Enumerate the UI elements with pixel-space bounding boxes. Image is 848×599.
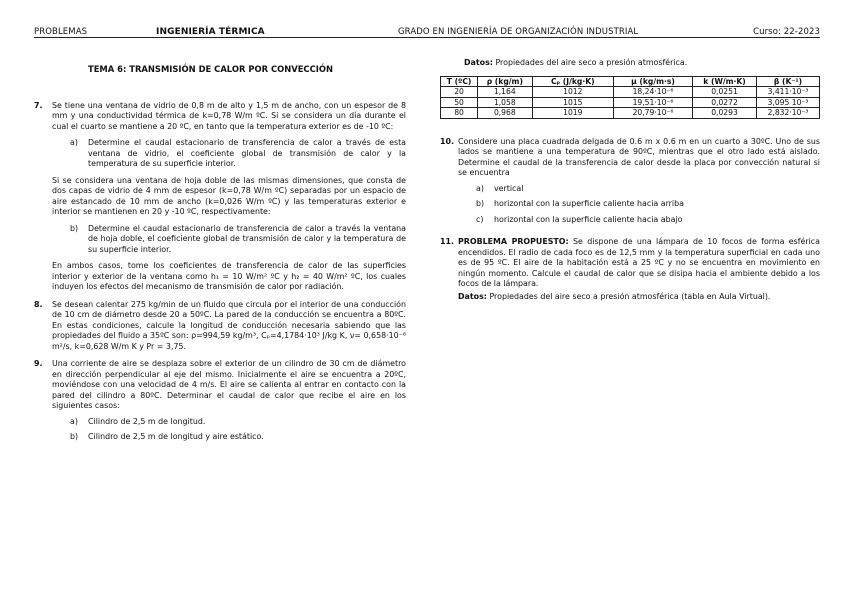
air-properties-table [440, 76, 820, 119]
header-course: PROBLEMAS [34, 27, 88, 37]
part-label: b) [70, 223, 79, 233]
problem-10-part-c [458, 215, 820, 226]
table-cell: 2,832·10⁻³ [757, 108, 820, 119]
data-caption-text: Propiedades del aire seco a presión atmosférica. [495, 58, 688, 67]
part-text: Cilindro de 2,5 m de longitud y aire estático. [88, 432, 264, 441]
problem-7-closing: En ambos casos, tome los coeficientes de transferencia de calor de las superficies interior y exterior de la ventana como h₁ = 10 W/m² ºC y h₂ = 40 W/m² ºC, los cuales induyen los efectos del mecanismo de transmisión de calor por radiación. [52, 261, 406, 291]
problem-9-part-b [52, 432, 406, 443]
table-cell: 1,164 [478, 87, 532, 98]
problem-number: 10. [440, 136, 454, 146]
table-cell: 20,79·10⁻⁶ [614, 108, 693, 119]
problem-8 [34, 300, 406, 353]
data-label: Datos: [464, 58, 493, 67]
part-text: Determine el caudal estacionario de transferencia de calor a través de esta ventana de vidrio, el coeficiente global de transmisión de calor y la temperatura de su superficie interior. [88, 138, 406, 168]
problem-7-part-a [52, 138, 406, 170]
problem-number: 9. [34, 359, 43, 368]
topic-title: TEMA 6: TRANSMISIÓN DE CALOR POR CONVECCIÓN [88, 64, 333, 74]
problem-number: 11. [440, 237, 454, 246]
table-cell: 3,411·10⁻³ [757, 87, 820, 98]
part-text: Cilindro de 2,5 m de longitud. [88, 416, 206, 426]
table-header-cell: ρ (kg/m) [478, 76, 532, 87]
problem-7-part-b [52, 224, 406, 256]
problem-10-parts [458, 184, 820, 226]
table-cell: 0,0293 [693, 108, 757, 119]
data-table-caption [464, 58, 820, 69]
problem-9-parts [52, 417, 406, 443]
problem-7-double-pane: Si se considera una ventana de hoja doble de las mismas dimensiones, que consta de dos capas de vidrio de 4 mm de espesor (k=0,78 W/m ºC) separadas por un espacio de aire estancado de 10 mm de ancho (k=0,026 W/m ºC) y las temperaturas exterior e interior se mantienen en 20 y -10 ºC, respectivamente: [52, 175, 406, 216]
part-label: b) [70, 432, 79, 441]
problem-9 [34, 359, 406, 443]
part-label: a) [476, 183, 484, 193]
table-cell: 0,968 [478, 108, 532, 119]
part-text: vertical [494, 183, 524, 193]
table-header-cell: T (ºC) [441, 76, 478, 87]
table-cell: 50 [441, 97, 478, 108]
table-cell: 0,0251 [693, 87, 757, 98]
table-cell: 19,51·10⁻⁶ [614, 97, 693, 108]
table-header-cell: μ (kg/m·s) [614, 76, 693, 87]
problem-11-heading: PROBLEMA PROPUESTO: [458, 237, 569, 246]
table-header-cell: k (W/m·K) [693, 76, 757, 87]
problem-11 [440, 237, 820, 302]
problem-11-body: Se dispone de una lámpara de 10 focos de forma esférica encendidos. El radio de cada foco es de 12,5 mm y la temperatura superficial en cada uno es de 95 ºC. El aire de la habitación está a 25 ºC y no se encuentra en movimiento en ningún momento. Calcule el caudal de calor que se disipa hacia el ambiente debido a los focos de la lámpara. [458, 237, 820, 288]
table-row [441, 108, 820, 119]
table-header-row [441, 76, 820, 87]
table-cell: 1012 [532, 87, 614, 98]
part-text: horizontal con la superficie caliente hacia abajo [494, 214, 683, 224]
table-cell: 3,095 10⁻³ [757, 97, 820, 108]
table-cell: 1015 [532, 97, 614, 108]
table-row [441, 97, 820, 108]
problem-7-intro: Se tiene una ventana de vidrio de 0,8 m de alto y 1,5 m de ancho, con un espesor de 8 mm y una conductividad térmica de k=0,78 W/m ºC. Si se considera un día durante el cual el cuarto se mantiene a 20 ºC, en tanto que la temperatura exterior es de -10 ºC: [52, 100, 406, 131]
problem-10-part-b [458, 199, 820, 210]
problem-number: 7. [34, 100, 43, 110]
table-header-cell: Cₚ (J/kg·K) [532, 76, 614, 87]
part-label: c) [476, 214, 484, 224]
problem-10-text: Considere una placa cuadrada delgada de 0.6 m x 0.6 m en un cuarto a 30ºC. Uno de sus lados se mantiene a una temperatura de 90ºC, mientras que el otro lado está aislado. Determine el caudal de la transferencia de calor desde la placa por convección natural si se encuentra [458, 136, 820, 177]
right-column [440, 58, 820, 302]
table-header-cell: β (K⁻¹) [757, 76, 820, 87]
header-degree: GRADO EN INGENIERÍA DE ORGANIZACIÓN INDUSTRIAL [398, 27, 639, 37]
page-header [34, 23, 820, 38]
part-label: a) [70, 138, 78, 147]
part-label: b) [476, 199, 485, 208]
problem-number: 8. [34, 299, 43, 309]
table-cell: 80 [441, 108, 478, 119]
header-subject: INGENIERÍA TÉRMICA [156, 27, 265, 37]
problem-10 [440, 137, 820, 226]
problem-8-text: Se desean calentar 275 kg/min de un fluido que circula por el interior de una conducción de 10 cm de diámetro desde 20 a 50ºC. La pared de la conducción se encuentra a 80ºC. En estas condiciones, calcule la longitud de conducción necesaria sabiendo que las propiedades del fluido a 35ºC son: ρ=994,59 kg/m³, Cₚ=4,1784·10³ J/kg K, ν= 0,658·10⁻⁶ m²/s, k=0,628 W/m K y Pr = 3,75. [52, 299, 406, 351]
part-text: horizontal con la superficie caliente hacia arriba [494, 199, 684, 208]
problem-9-text: Una corriente de aire se desplaza sobre el exterior de un cilindro de 30 cm de diámetro en dirección perpendicular al eje del mismo. Inicialmente el aire se encuentra a 20ºC, moviéndose con una velocidad de 4 m/s. El aire se calienta al entrar en contacto con la pared del cilindro a 80ºC. Determinar el caudal de calor que recibe el aire en los siguientes casos: [52, 359, 406, 410]
table-cell: 0,0272 [693, 97, 757, 108]
problem-11-data [458, 292, 820, 303]
table-cell: 1,058 [478, 97, 532, 108]
table-cell: 20 [441, 87, 478, 98]
problem-10-part-a [458, 184, 820, 195]
part-text: Determine el caudal estacionario de transferencia de calor a través la ventana de hoja doble, el coeficiente global de transmisión de calor y la temperatura de su superficie interior. [88, 223, 406, 254]
left-column [34, 58, 406, 443]
problem-7 [34, 101, 406, 293]
problem-9-part-a [52, 417, 406, 428]
problem-11-data-label: Datos: [458, 291, 487, 301]
table-row [441, 87, 820, 98]
table-cell: 1019 [532, 108, 614, 119]
header-year: Curso: 22-2023 [753, 27, 820, 37]
problem-11-data-text: Propiedades del aire seco a presión atmosférica (tabla en Aula Virtual). [489, 291, 771, 301]
problem-11-text [458, 237, 820, 290]
part-label: a) [70, 416, 78, 426]
table-cell: 18,24·10⁻⁶ [614, 87, 693, 98]
